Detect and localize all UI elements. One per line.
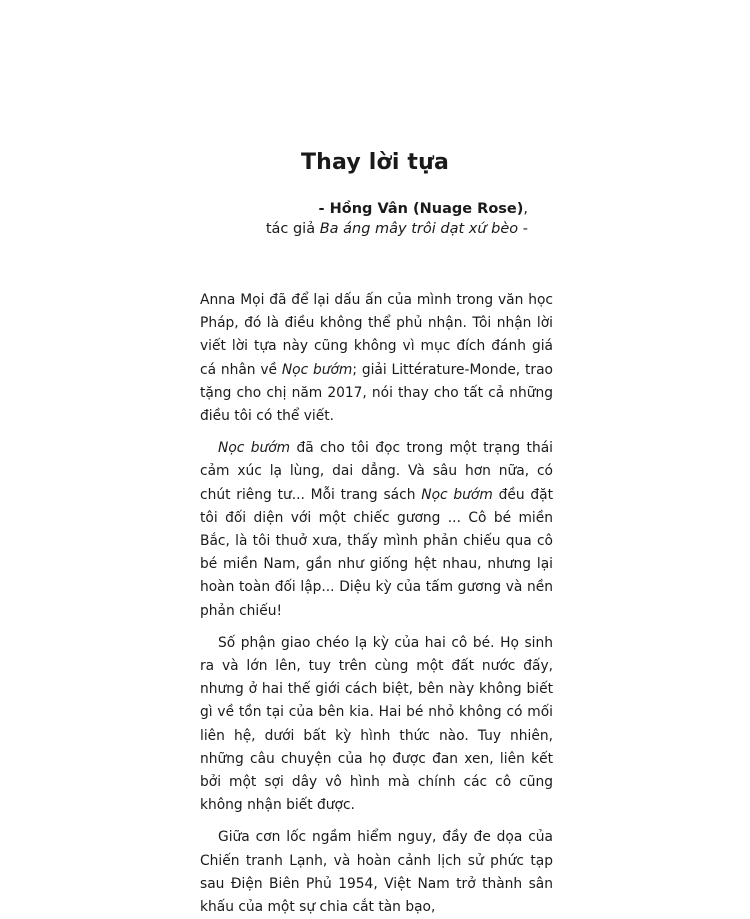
attribution-role-suffix: - (518, 221, 528, 237)
attribution-role-line (266, 219, 528, 239)
attribution-role-prefix: tác giả (265, 221, 320, 237)
chapter-title: Thay lời tựa (300, 150, 450, 175)
paragraph-2-book-title-a: Nọc bướm (218, 440, 291, 457)
paragraph-2 (200, 437, 553, 623)
attribution (266, 199, 528, 239)
paragraph-3: Số phận giao chéo lạ kỳ của hai cô bé. Họ sinh ra và lớn lên, tuy trên cùng một đất nước đấy, nhưng ở hai thế giới cách biệt, bên này không biết gì về tồn tại của bên kia. Hai bé nhỏ không có mối liên hệ, dưới bất kỳ hình thức nào. Tuy nhiên, những câu chuyện của họ được đan xen, liên kết bởi một sợi dây vô hình mà chính các cô cũng không nhận biết được. (200, 634, 553, 814)
paragraph-1-text-c: ; giải Littérature-Monde, trao tặng cho chị năm 2017, nói thay cho tất cả những điều tôi có thể viết. (200, 361, 553, 425)
paragraph-2-text-d: đều đặt tôi đối diện với một chiếc gương ... Cô bé miền Bắc, là tôi thuở xưa, thấy mình phản chiếu qua cô bé miền Nam, gần như giống hệt nhau, nhưng lại hoàn toàn đối lập... Diệu kỳ của tấm gương và nền phản chiếu! (200, 486, 554, 619)
attribution-book-title: Ba áng mây trôi dạt xứ bèo (319, 221, 519, 237)
attribution-author-line (266, 199, 528, 219)
paragraph-1 (200, 289, 553, 428)
attribution-comma: , (523, 201, 528, 217)
paragraph-2-text-b: đã cho tôi đọc trong một trạng thái cảm xúc lạ lùng, dai dẳng. Và sâu hơn nữa, có chút riêng tư... Mỗi trang sách (200, 440, 554, 503)
paragraph-1-text-a: Anna Mọi đã để lại dấu ấn của mình trong văn học Pháp, đó là điều không thể phủ nhận. Tôi nhận lời viết lời tựa này cũng không vì mục đích đánh giá cá nhân về (200, 292, 553, 378)
paragraph-2-book-title-c: Nọc bướm (421, 486, 493, 503)
paragraph-1-book-title: Nọc bướm (281, 361, 353, 378)
body-text (200, 289, 553, 919)
attribution-author: - Hồng Vân (Nuage Rose) (318, 201, 524, 217)
paragraph-4: Giữa cơn lốc ngầm hiểm nguy, đầy đe dọa của Chiến tranh Lạnh, và hoàn cảnh lịch sử phức tạp sau Điện Biên Phủ 1954, Việt Nam trở thành sân khấu của một sự chia cắt tàn bạo, (200, 829, 553, 916)
